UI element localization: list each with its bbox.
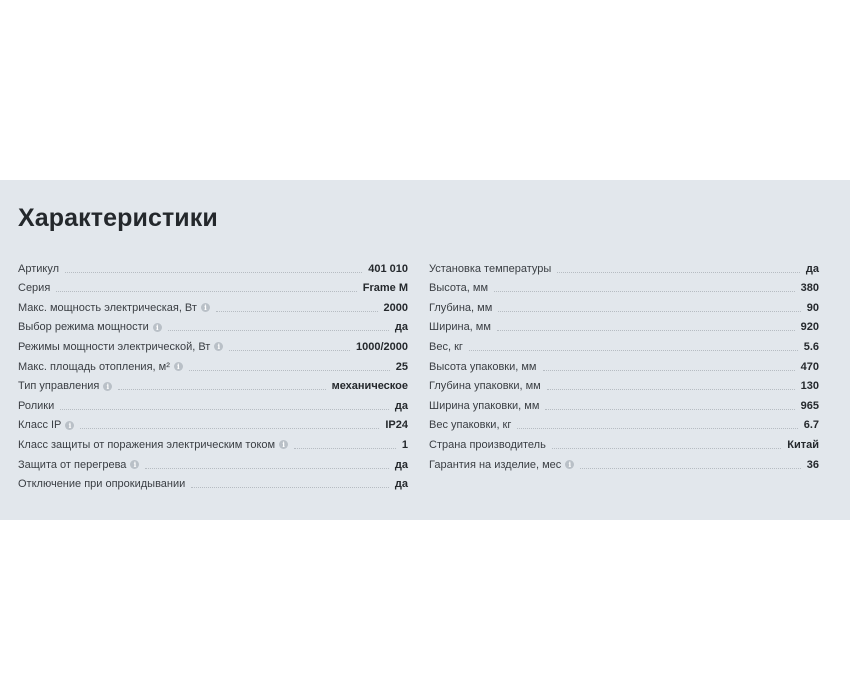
spec-label-text: Глубина упаковки, мм: [429, 380, 541, 393]
spec-label: [429, 458, 574, 472]
dotted-leader: [547, 389, 795, 390]
spec-row: [429, 413, 819, 433]
spec-row: [18, 393, 408, 413]
dotted-leader: [145, 468, 388, 469]
spec-label: [429, 399, 539, 413]
spec-label-text: Страна производитель: [429, 438, 546, 451]
spec-label: [18, 301, 210, 315]
dotted-leader: [498, 311, 800, 312]
spec-label: [429, 262, 551, 276]
dotted-leader: [216, 311, 378, 312]
spec-label: [18, 438, 288, 452]
info-icon[interactable]: i: [279, 440, 288, 449]
spec-value: IP24: [385, 419, 408, 432]
spec-label: [429, 320, 491, 334]
dotted-leader: [469, 350, 798, 351]
info-icon[interactable]: i: [201, 303, 210, 312]
spec-label: [429, 360, 537, 374]
spec-label: [429, 379, 541, 393]
dotted-leader: [168, 330, 389, 331]
spec-label: [18, 477, 185, 491]
spec-value: 6.7: [803, 419, 819, 432]
spec-label: [18, 458, 139, 472]
spec-label: [18, 360, 183, 374]
dotted-leader: [118, 389, 325, 390]
spec-label-text: Ширина, мм: [429, 321, 491, 334]
spec-label-text: Класс защиты от поражения электрическим током: [18, 438, 276, 451]
info-icon[interactable]: i: [65, 421, 74, 430]
spec-row: [429, 354, 819, 374]
info-icon[interactable]: i: [565, 460, 574, 469]
info-icon[interactable]: i: [153, 323, 162, 332]
spec-row: [18, 276, 408, 296]
spec-label-text: Высота упаковки, мм: [429, 360, 537, 373]
spec-row: [429, 452, 819, 472]
dotted-leader: [80, 428, 379, 429]
spec-label-text: Ролики: [18, 399, 55, 412]
spec-label-text: Тип управления: [18, 380, 100, 393]
spec-value: 2000: [383, 301, 408, 314]
info-icon[interactable]: i: [130, 460, 139, 469]
spec-value: 920: [800, 321, 819, 334]
dotted-leader: [552, 448, 781, 449]
spec-label: [18, 340, 223, 354]
spec-label-text: Режимы мощности электрической, Вт: [18, 340, 211, 353]
spec-label-text: Макс. мощность электрическая, Вт: [18, 301, 197, 314]
spec-label: [18, 379, 112, 393]
dotted-leader: [497, 330, 795, 331]
spec-row: [18, 354, 408, 374]
spec-row: [18, 432, 408, 452]
spec-label: [429, 340, 463, 354]
spec-row: [429, 334, 819, 354]
spec-value: Frame M: [362, 282, 408, 295]
spec-label: [18, 281, 50, 295]
dotted-leader: [294, 448, 396, 449]
spec-label-text: Отключение при опрокидывании: [18, 478, 186, 491]
dotted-leader: [545, 409, 794, 410]
info-icon[interactable]: i: [103, 382, 112, 391]
spec-value: 36: [806, 458, 819, 471]
spec-value: 401 010: [368, 262, 408, 275]
dotted-leader: [189, 370, 390, 371]
specs-column-right: [429, 256, 819, 472]
spec-label-text: Вес, кг: [429, 340, 463, 353]
spec-label-text: Класс IP: [18, 419, 62, 432]
spec-value: да: [805, 262, 819, 275]
spec-value: да: [394, 478, 408, 491]
spec-label: [18, 320, 162, 334]
spec-value: 1: [401, 438, 408, 451]
spec-label-text: Вес упаковки, кг: [429, 419, 512, 432]
spec-value: да: [394, 458, 408, 471]
dotted-leader: [229, 350, 350, 351]
spec-label-text: Гарантия на изделие, мес: [429, 458, 562, 471]
spec-label: [18, 418, 74, 432]
spec-value: Китай: [787, 438, 819, 451]
spec-value: 470: [800, 360, 819, 373]
spec-label-text: Макс. площадь отопления, м²: [18, 360, 170, 373]
info-icon[interactable]: i: [214, 342, 223, 351]
spec-row: [18, 315, 408, 335]
spec-row: [429, 393, 819, 413]
spec-value: да: [394, 399, 408, 412]
spec-row: [429, 256, 819, 276]
spec-label-text: Защита от перегрева: [18, 458, 127, 471]
dotted-leader: [517, 428, 797, 429]
spec-value: 25: [395, 360, 408, 373]
dotted-leader: [65, 272, 362, 273]
spec-label-text: Высота, мм: [429, 282, 489, 295]
spec-label: [18, 399, 54, 413]
dotted-leader: [191, 487, 389, 488]
spec-value: механическое: [331, 380, 408, 393]
spec-label-text: Серия: [18, 282, 51, 295]
spec-row: [18, 413, 408, 433]
spec-value: 90: [806, 301, 819, 314]
spec-row: [18, 472, 408, 492]
spec-value: 965: [800, 399, 819, 412]
dotted-leader: [557, 272, 800, 273]
dotted-leader: [580, 468, 800, 469]
spec-value: 1000/2000: [356, 340, 408, 353]
spec-label-text: Артикул: [18, 262, 60, 275]
spec-row: [429, 432, 819, 452]
spec-row: [18, 295, 408, 315]
spec-row: [429, 315, 819, 335]
spec-value: да: [394, 321, 408, 334]
info-icon[interactable]: i: [174, 362, 183, 371]
dotted-leader: [494, 291, 795, 292]
spec-value: 380: [800, 282, 819, 295]
spec-row: [429, 276, 819, 296]
dotted-leader: [56, 291, 356, 292]
dotted-leader: [543, 370, 795, 371]
spec-row: [18, 452, 408, 472]
spec-label: [429, 301, 492, 315]
spec-label-text: Глубина, мм: [429, 301, 493, 314]
specifications-panel: [0, 180, 850, 520]
spec-value: 130: [800, 380, 819, 393]
section-title: Характеристики: [18, 204, 218, 232]
spec-label-text: Установка температуры: [429, 262, 552, 275]
spec-row: [429, 374, 819, 394]
specs-column-left: [18, 256, 408, 491]
spec-row: [18, 374, 408, 394]
spec-row: [429, 295, 819, 315]
spec-label: [18, 262, 59, 276]
spec-label: [429, 418, 511, 432]
spec-label-text: Выбор режима мощности: [18, 321, 149, 334]
dotted-leader: [60, 409, 389, 410]
spec-label: [429, 438, 546, 452]
spec-value: 5.6: [803, 340, 819, 353]
spec-row: [18, 256, 408, 276]
spec-label: [429, 281, 488, 295]
spec-label-text: Ширина упаковки, мм: [429, 399, 540, 412]
spec-row: [18, 334, 408, 354]
